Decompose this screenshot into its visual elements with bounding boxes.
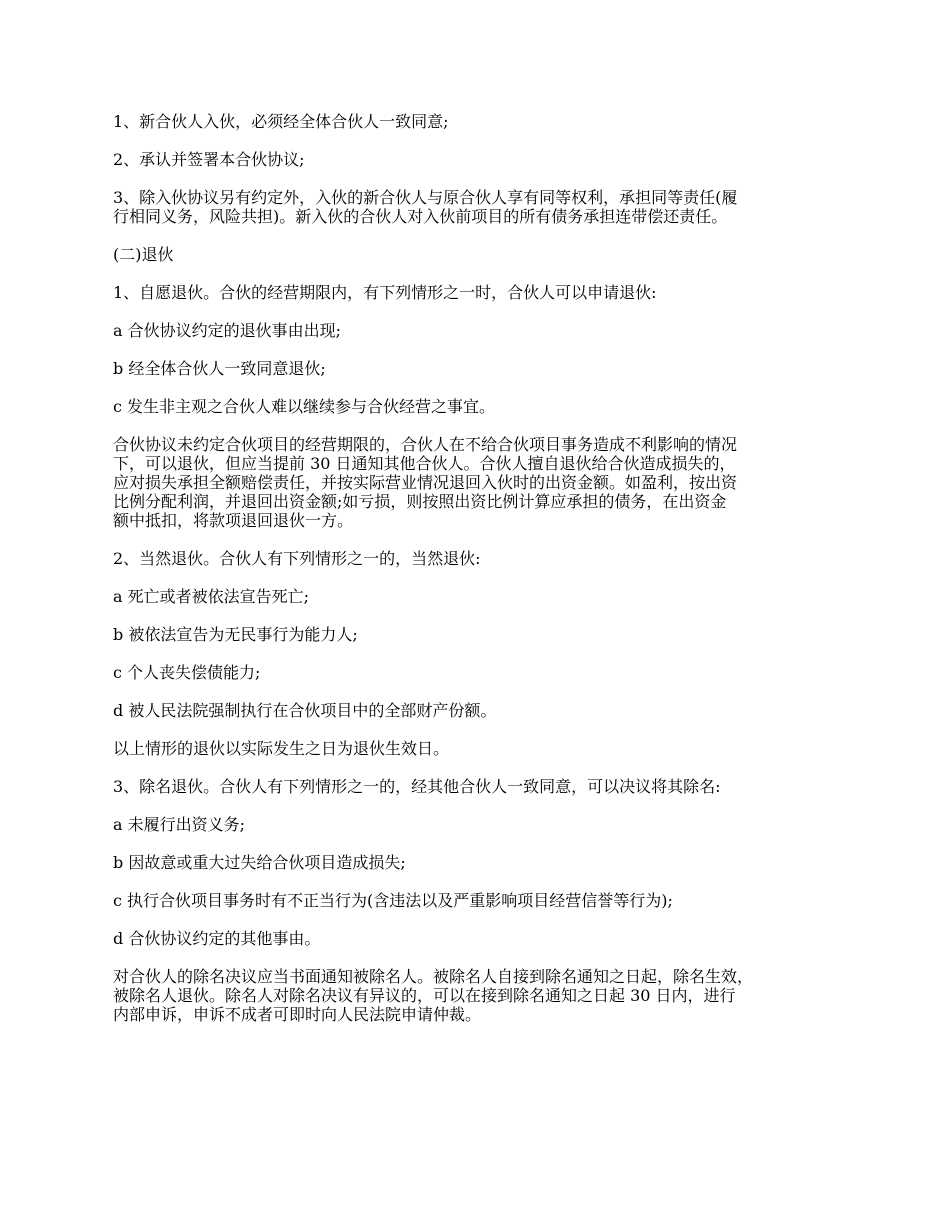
text-line: d 被人民法院强制执行在合伙项目中的全部财产份额。 xyxy=(113,701,497,720)
text-line: 额中抵扣，将款项退回退伙一方。 xyxy=(113,511,354,530)
paragraph-effective-date xyxy=(113,739,855,758)
text-line: 3、除名退伙。合伙人有下列情形之一的，经其他合伙人一致同意，可以决议将其除名: xyxy=(113,777,721,796)
paragraph-expulsion xyxy=(113,777,855,796)
list-item-d xyxy=(113,701,855,720)
text-line: 2、承认并签署本合伙协议; xyxy=(113,150,305,169)
text-line: 2、当然退伙。合伙人有下列情形之一的，当然退伙: xyxy=(113,549,481,568)
text-line: d 合伙协议约定的其他事由。 xyxy=(113,929,321,948)
paragraph-automatic-withdrawal xyxy=(113,549,855,568)
text-line: c 发生非主观之合伙人难以继续参与合伙经营之事宜。 xyxy=(113,397,496,416)
text-line: 应对损失承担全额赔偿责任，并按实际营业情况退回入伙时的出资金额。如盈利，按出资 xyxy=(113,473,738,492)
text-line: c 个人丧失偿债能力; xyxy=(113,663,261,682)
text-line: a 合伙协议约定的退伙事由出现; xyxy=(113,321,342,340)
list-item-d xyxy=(113,929,855,948)
text-line: a 未履行出资义务; xyxy=(113,815,246,834)
text-line: 内部申诉，申诉不成者可即时向人民法院申请仲裁。 xyxy=(113,1005,482,1024)
text-line: 3、除入伙协议另有约定外，入伙的新合伙人与原合伙人享有同等权利，承担同等责任(履 xyxy=(113,188,738,207)
text-line: (二)退伙 xyxy=(113,245,174,264)
list-item-b xyxy=(113,625,855,644)
text-line: c 执行合伙项目事务时有不正当行为(含违法以及严重影响项目经营信誉等行为); xyxy=(113,891,673,910)
text-line: b 经全体合伙人一致同意退伙; xyxy=(113,359,326,378)
list-item-a xyxy=(113,815,855,834)
list-item-c xyxy=(113,663,855,682)
section-heading-withdrawal xyxy=(113,245,855,264)
list-item-c xyxy=(113,891,855,910)
text-line: 对合伙人的除名决议应当书面通知被除名人。被除名人自接到除名通知之日起，除名生效， xyxy=(113,967,754,986)
text-line: 合伙协议未约定合伙项目的经营期限的，合伙人在不给合伙项目事务造成不利影响的情况 xyxy=(113,435,738,454)
text-line: 被除名人退伙。除名人对除名决议有异议的，可以在接到除名通知之日起 30 日内，进行 xyxy=(113,986,736,1005)
list-item-b xyxy=(113,359,855,378)
paragraph-unspecified-term xyxy=(113,435,855,530)
text-line: 1、自愿退伙。合伙的经营期限内，有下列情形之一时，合伙人可以申请退伙: xyxy=(113,283,657,302)
text-line: 1、新合伙人入伙，必须经全体合伙人一致同意; xyxy=(113,112,449,131)
paragraph-equal-rights xyxy=(113,188,855,226)
text-line: 下，可以退伙，但应当提前 30 日通知其他合伙人。合伙人擅自退伙给合伙造成损失的， xyxy=(113,454,736,473)
paragraph-expulsion-notice xyxy=(113,967,855,1024)
paragraph-voluntary-withdrawal xyxy=(113,283,855,302)
paragraph-new-partner-consent xyxy=(113,112,855,131)
text-line: 以上情形的退伙以实际发生之日为退伙生效日。 xyxy=(113,739,450,758)
text-line: b 被依法宣告为无民事行为能力人; xyxy=(113,625,358,644)
text-line: 行相同义务，风险共担)。新入伙的合伙人对入伙前项目的所有债务承担连带偿还责任。 xyxy=(113,207,728,226)
document-page xyxy=(113,112,855,1043)
text-line: b 因故意或重大过失给合伙项目造成损失; xyxy=(113,853,406,872)
list-item-a xyxy=(113,587,855,606)
list-item-b xyxy=(113,853,855,872)
paragraph-sign-agreement xyxy=(113,150,855,169)
text-line: 比例分配利润，并退回出资金额;如亏损，则按照出资比例计算应承担的债务，在出资金 xyxy=(113,492,727,511)
text-line: a 死亡或者被依法宣告死亡; xyxy=(113,587,310,606)
list-item-a xyxy=(113,321,855,340)
list-item-c xyxy=(113,397,855,416)
